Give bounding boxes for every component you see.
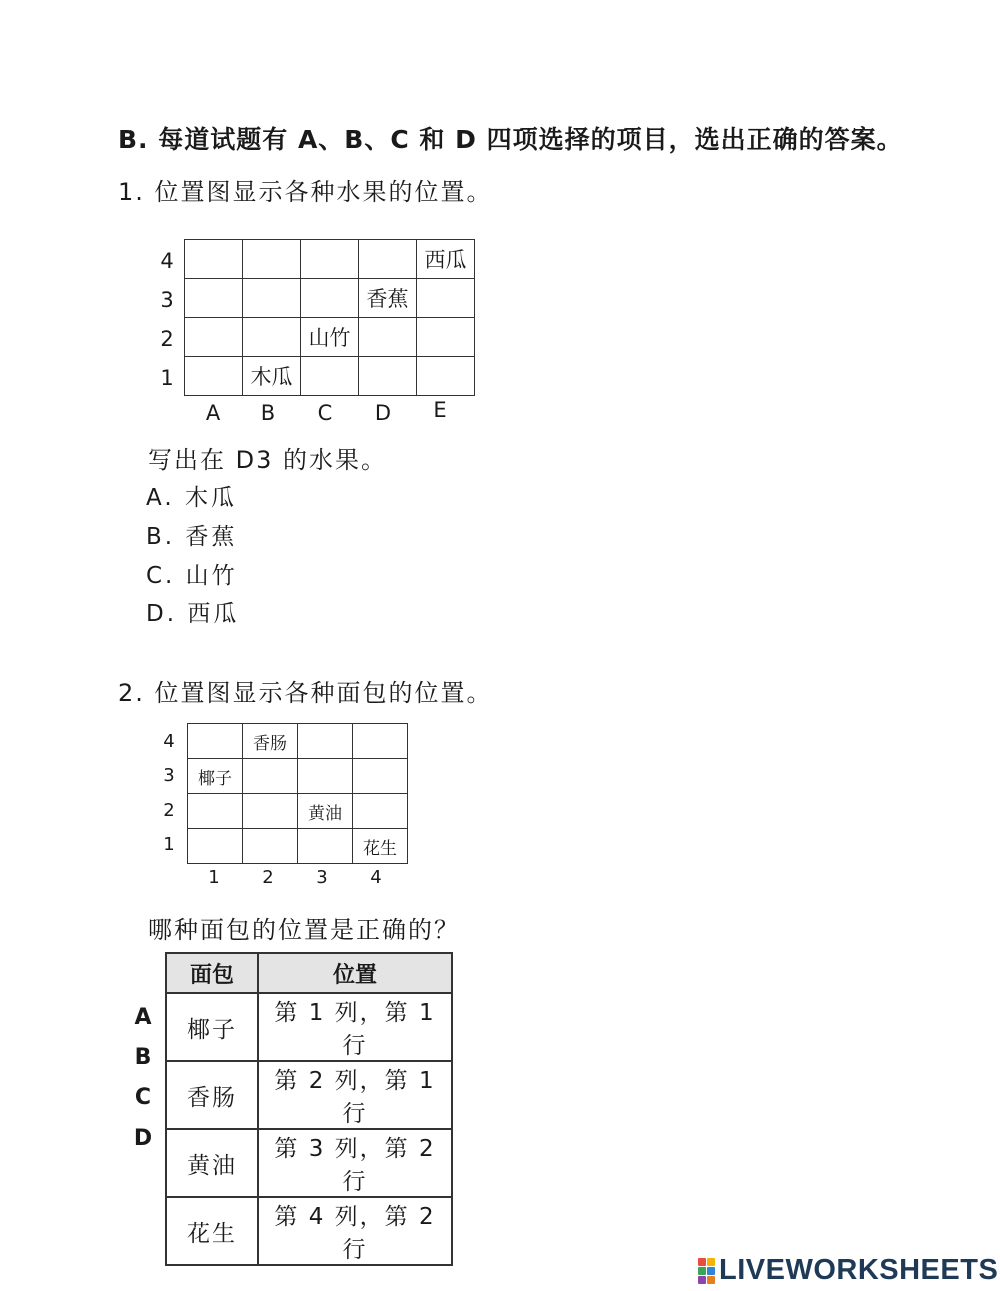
grid-cell bbox=[188, 829, 243, 864]
q1-col-label: D bbox=[374, 401, 392, 425]
logo-icon bbox=[698, 1258, 715, 1284]
answer-row-b[interactable] bbox=[166, 1061, 452, 1129]
grid-cell: 山竹 bbox=[301, 318, 359, 357]
grid-cell bbox=[243, 318, 301, 357]
bread-cell: 花生 bbox=[166, 1197, 258, 1265]
q2-col-label: 3 bbox=[316, 867, 328, 888]
bread-position-grid bbox=[187, 723, 408, 864]
answer-row-a[interactable] bbox=[166, 993, 452, 1061]
grid-cell: 黄油 bbox=[298, 794, 353, 829]
grid-cell bbox=[359, 240, 417, 279]
q1-col-label: C bbox=[317, 401, 333, 425]
grid-cell bbox=[188, 724, 243, 759]
logo-block bbox=[698, 1258, 706, 1266]
grid-cell bbox=[298, 829, 353, 864]
section-heading: B. 每道试题有 A、B、C 和 D 四项选择的项目，选出正确的答案。 bbox=[118, 125, 903, 154]
grid-cell: 香肠 bbox=[243, 724, 298, 759]
grid-cell bbox=[185, 279, 243, 318]
logo-block bbox=[707, 1267, 715, 1275]
grid-cell: 花生 bbox=[353, 829, 408, 864]
bread-cell: 椰子 bbox=[166, 993, 258, 1061]
answer-label-b[interactable]: B bbox=[134, 1045, 152, 1070]
table-header-position: 位置 bbox=[258, 953, 452, 993]
grid-cell bbox=[359, 357, 417, 396]
q1-row-label: 2 bbox=[160, 327, 174, 351]
q1-col-label: B bbox=[260, 401, 276, 425]
logo-block bbox=[698, 1267, 706, 1275]
answer-label-d[interactable]: D bbox=[133, 1126, 153, 1151]
logo-block bbox=[707, 1276, 715, 1284]
grid-cell bbox=[185, 357, 243, 396]
grid-cell: 木瓜 bbox=[243, 357, 301, 396]
position-cell: 第 1 列，第 1 行 bbox=[258, 993, 452, 1061]
grid-cell bbox=[301, 357, 359, 396]
grid-cell bbox=[188, 794, 243, 829]
grid-cell bbox=[353, 794, 408, 829]
bread-cell: 香肠 bbox=[166, 1061, 258, 1129]
grid-cell bbox=[185, 240, 243, 279]
question-2-title: 2. 位置图显示各种面包的位置。 bbox=[118, 679, 493, 707]
q2-row-label: 2 bbox=[163, 800, 175, 821]
option-a[interactable]: A. 木瓜 bbox=[146, 485, 237, 511]
q1-col-label: E bbox=[433, 398, 447, 422]
grid-cell bbox=[298, 724, 353, 759]
grid-cell bbox=[417, 318, 475, 357]
logo-block bbox=[698, 1276, 706, 1284]
q2-col-label: 4 bbox=[370, 867, 382, 888]
grid-cell: 香蕉 bbox=[359, 279, 417, 318]
liveworksheets-logo[interactable] bbox=[698, 1254, 998, 1287]
position-cell: 第 2 列，第 1 行 bbox=[258, 1061, 452, 1129]
table-header-bread: 面包 bbox=[166, 953, 258, 993]
grid-cell bbox=[301, 240, 359, 279]
grid-cell bbox=[417, 279, 475, 318]
question-2-prompt: 哪种面包的位置是正确的？ bbox=[148, 916, 460, 944]
q1-row-label: 1 bbox=[160, 366, 174, 390]
answer-row-c[interactable] bbox=[166, 1129, 452, 1197]
grid-cell bbox=[243, 240, 301, 279]
q2-row-label: 3 bbox=[163, 765, 175, 786]
question-1-title: 1. 位置图显示各种水果的位置。 bbox=[118, 178, 493, 206]
logo-text: LIVEWORKSHEETS bbox=[719, 1254, 999, 1286]
q2-col-label: 1 bbox=[208, 867, 220, 888]
q2-row-label: 1 bbox=[163, 834, 175, 855]
grid-cell: 椰子 bbox=[188, 759, 243, 794]
option-c[interactable]: C. 山竹 bbox=[146, 563, 238, 589]
grid-cell bbox=[243, 759, 298, 794]
grid-cell: 西瓜 bbox=[417, 240, 475, 279]
question-1-prompt: 写出在 D3 的水果。 bbox=[148, 446, 388, 474]
fruit-position-grid bbox=[184, 239, 475, 396]
position-cell: 第 4 列，第 2 行 bbox=[258, 1197, 452, 1265]
grid-cell bbox=[353, 724, 408, 759]
grid-cell bbox=[185, 318, 243, 357]
answer-row-d[interactable] bbox=[166, 1197, 452, 1265]
bread-cell: 黄油 bbox=[166, 1129, 258, 1197]
grid-cell bbox=[243, 829, 298, 864]
grid-cell bbox=[417, 357, 475, 396]
q2-col-label: 2 bbox=[262, 867, 274, 888]
q1-row-label: 4 bbox=[160, 249, 174, 273]
grid-cell bbox=[298, 759, 353, 794]
grid-cell bbox=[359, 318, 417, 357]
option-b[interactable]: B. 香蕉 bbox=[146, 524, 238, 550]
answer-label-c[interactable]: C bbox=[134, 1085, 152, 1110]
answer-table bbox=[165, 952, 453, 1266]
grid-cell bbox=[301, 279, 359, 318]
q1-col-label: A bbox=[205, 401, 221, 425]
q1-row-label: 3 bbox=[160, 288, 174, 312]
grid-cell bbox=[353, 759, 408, 794]
q2-row-label: 4 bbox=[163, 731, 175, 752]
position-cell: 第 3 列，第 2 行 bbox=[258, 1129, 452, 1197]
grid-cell bbox=[243, 279, 301, 318]
answer-label-a[interactable]: A bbox=[134, 1005, 152, 1030]
logo-block bbox=[707, 1258, 715, 1266]
grid-cell bbox=[243, 794, 298, 829]
option-d[interactable]: D. 西瓜 bbox=[146, 601, 240, 627]
